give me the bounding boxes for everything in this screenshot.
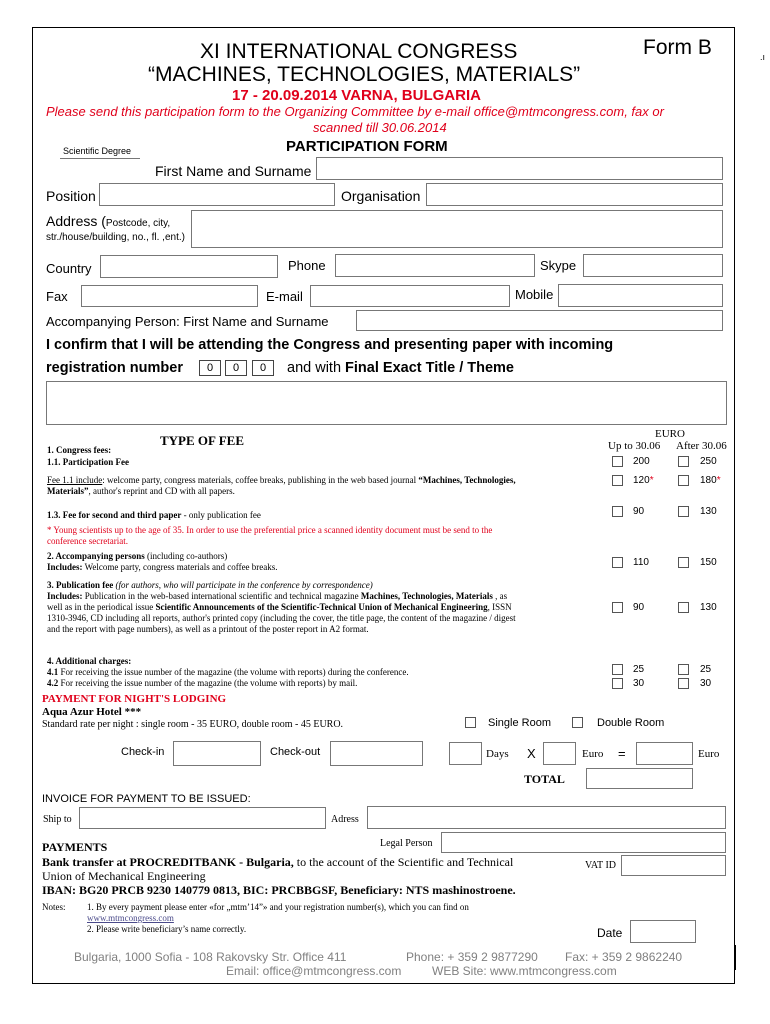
mobile-input[interactable] <box>558 284 723 307</box>
publication-late-checkbox[interactable] <box>678 602 689 613</box>
accompanying-late: 150 <box>700 557 717 568</box>
days-input[interactable] <box>449 742 482 765</box>
add42-late: 30 <box>700 678 712 689</box>
accompanying-early: 110 <box>633 557 649 568</box>
stray-mark: .ı <box>760 52 766 62</box>
publication-late: 130 <box>700 602 717 613</box>
instruction-line-1: Please send this participation form to the Organizing Committee by e-mail office@mtmcongress.com, fax or <box>46 104 664 119</box>
multiply-sign: X <box>527 746 536 761</box>
accompanying-late-checkbox[interactable] <box>678 557 689 568</box>
notes-label: Notes: <box>42 902 66 912</box>
fax-label: Fax <box>46 289 68 304</box>
congress-fees-label: 1. Congress fees: <box>47 445 112 455</box>
registration-label: registration number <box>46 360 183 376</box>
euro-label-2: Euro <box>698 748 720 760</box>
skype-input[interactable] <box>583 254 723 277</box>
young-fee-early: 120* <box>633 475 654 486</box>
add41-early: 25 <box>633 664 645 675</box>
second-paper-late: 130 <box>700 506 717 517</box>
congress-subtitle: “MACHINES, TECHNOLOGIES, MATERIALS” <box>148 63 581 86</box>
hotel-rate: Standard rate per night : single room - 35 EURO, double room - 45 EURO. <box>42 719 344 730</box>
days-label: Days <box>486 748 509 760</box>
skype-label: Skype <box>540 258 577 273</box>
add41-late: 25 <box>700 664 712 675</box>
equals-sign: = <box>618 746 626 761</box>
fee-include-text: Fee 1.1 include: welcome party, congress materials, coffee breaks, publishing in the web based journal “Machines, Technologies, Materials”, author's reprint and CD with all papers. <box>47 475 516 496</box>
participation-fee-late: 250 <box>700 456 717 467</box>
adress-label: Adress <box>331 814 359 825</box>
ship-to-input[interactable] <box>79 807 326 829</box>
checkout-label: Check-out <box>270 746 321 758</box>
congress-title: XI INTERNATIONAL CONGRESS <box>200 40 518 63</box>
bank-line-2: Union of Mechanical Engineering <box>42 869 206 883</box>
registration-digit-3[interactable]: 0 <box>252 360 274 376</box>
country-label: Country <box>46 261 92 276</box>
fax-input[interactable] <box>81 285 258 307</box>
address-sublabel: str./house/building, no., fl. ,ent.) <box>46 232 185 243</box>
single-room-label: Single Room <box>488 717 551 729</box>
accompanying-input[interactable] <box>356 310 723 331</box>
adress-input[interactable] <box>367 806 726 829</box>
footer-phone: Phone: + 359 2 9877290 <box>406 950 538 964</box>
participation-fee-label: 1.1. Participation Fee <box>47 457 129 467</box>
second-paper-late-checkbox[interactable] <box>678 506 689 517</box>
notes-text: 1. By every payment please enter «for „mtm’14”» and your registration number(s), which you can find on www.mtmcongress.com 2. Please write beneficiary’s name correctly. <box>87 902 469 934</box>
young-note: * Young scientists up to the age of 35. In order to use the preferential price a scanned identity document must be send to the conference secretariat. <box>47 525 493 546</box>
payments-title: PAYMENTS <box>42 840 108 854</box>
hotel-name: Aqua Azur Hotel *** <box>42 706 142 718</box>
euro-heading: EURO <box>655 428 685 440</box>
address-input[interactable] <box>191 210 723 248</box>
first-name-input[interactable] <box>316 157 723 180</box>
form-label: Form B <box>643 36 712 59</box>
form-title: PARTICIPATION FORM <box>286 138 448 155</box>
lodging-title: PAYMENT FOR NIGHT'S LODGING <box>42 693 227 705</box>
add42-late-checkbox[interactable] <box>678 678 689 689</box>
participation-fee-late-checkbox[interactable] <box>678 456 689 467</box>
additional-charges-text: 4. Additional charges: 4.1 For receiving the issue number of the magazine (the volume with reports) during the conference. 4.2 For receiving the issue number of the magazine (the volume with reports) by mail. <box>47 656 409 688</box>
publication-early-checkbox[interactable] <box>612 602 623 613</box>
congress-dates: 17 - 20.09.2014 VARNA, BULGARIA <box>232 87 481 104</box>
young-fee-early-checkbox[interactable] <box>612 475 623 486</box>
total-input[interactable] <box>586 768 693 789</box>
checkin-label: Check-in <box>121 746 165 758</box>
title-label: and with Final Exact Title / Theme <box>287 360 514 376</box>
vat-id-label: VAT ID <box>585 860 617 871</box>
organisation-input[interactable] <box>426 183 723 206</box>
position-label: Position <box>46 188 96 204</box>
add42-early-checkbox[interactable] <box>612 678 623 689</box>
footer-fax: Fax: + 359 2 9862240 <box>565 950 683 964</box>
total-label: TOTAL <box>524 772 565 786</box>
col-after: After 30.06 <box>676 440 727 452</box>
paper-title-input[interactable] <box>46 381 727 425</box>
participation-fee-early: 200 <box>633 456 650 467</box>
second-paper-early-checkbox[interactable] <box>612 506 623 517</box>
checkout-input[interactable] <box>330 741 423 766</box>
second-paper-early: 90 <box>633 506 645 517</box>
euro-label-1: Euro <box>582 748 604 760</box>
mobile-label: Mobile <box>515 287 554 302</box>
accompanying-early-checkbox[interactable] <box>612 557 623 568</box>
footer-address: Bulgaria, 1000 Sofia - 108 Rakovsky Str. Office 411 <box>74 950 347 964</box>
iban-line: IBAN: BG20 PRCB 9230 140779 0813, BIC: PRCBBGSF, Beneficiary: NTS mashinostroene. <box>42 883 516 897</box>
ship-to-label: Ship to <box>43 814 72 825</box>
accompanying-label: Accompanying Person: First Name and Surname <box>46 314 329 329</box>
double-room-label: Double Room <box>597 717 665 729</box>
instruction-line-2: scanned till 30.06.2014 <box>313 120 447 135</box>
add41-early-checkbox[interactable] <box>612 664 623 675</box>
add41-late-checkbox[interactable] <box>678 664 689 675</box>
phone-input[interactable] <box>335 254 535 277</box>
accompanying-fee-text: 2. Accompanying persons (including co-authors) Includes: Welcome party, congress materials and coffee breaks. <box>47 551 278 572</box>
invoice-title: INVOICE FOR PAYMENT TO BE ISSUED: <box>42 793 251 805</box>
second-paper-label: 1.3. Fee for second and third paper - only publication fee <box>47 510 261 520</box>
publication-fee-text: 3. Publication fee (for authors, who will participate in the conference by correspondence) Includes: Publication in the web-based international scientific and technical magazine Machines, Technologies, Materials , as well as in the periodical issue Scientific Announcements of the Scientific-Technical Union of Mechanical Engineering, ISSN 1310-3946, CD including all reports, author's printed copy (including the cover, the title page, the content of the magazine / digest and the report with page numbers), as well as a printout of the poster report in A2 format. <box>47 580 516 634</box>
registration-digit-1[interactable]: 0 <box>199 360 221 376</box>
organisation-label: Organisation <box>341 188 421 204</box>
young-fee-late-checkbox[interactable] <box>678 475 689 486</box>
country-input[interactable] <box>100 255 278 278</box>
footer-web: WEB Site: www.mtmcongress.com <box>432 964 617 978</box>
single-room-checkbox[interactable] <box>465 717 476 728</box>
double-room-checkbox[interactable] <box>572 717 583 728</box>
young-fee-late: 180* <box>700 475 721 486</box>
website-link[interactable]: www.mtmcongress.com <box>87 913 174 923</box>
participation-fee-early-checkbox[interactable] <box>612 456 623 467</box>
email-input[interactable] <box>310 285 510 307</box>
publication-early: 90 <box>633 602 645 613</box>
date-input[interactable] <box>630 920 696 943</box>
scientific-degree-label: Scientific Degree <box>63 146 132 156</box>
email-label: E-mail <box>266 289 303 304</box>
vat-id-input[interactable] <box>621 855 726 876</box>
legal-person-input[interactable] <box>441 832 726 853</box>
address-label: Address (Postcode, city, <box>46 213 171 229</box>
footer-email: Email: office@mtmcongress.com <box>226 964 402 978</box>
lodging-sum-input[interactable] <box>636 742 693 765</box>
col-up-to: Up to 30.06 <box>608 440 661 452</box>
scientific-degree-field[interactable] <box>60 158 140 159</box>
type-of-fee-heading: TYPE OF FEE <box>160 433 245 448</box>
confirm-line-1: I confirm that I will be attending the Congress and presenting paper with incoming <box>46 337 614 353</box>
margin-line <box>734 945 736 970</box>
add42-early: 30 <box>633 678 645 689</box>
legal-person-label: Legal Person <box>380 838 433 849</box>
date-label: Date <box>597 926 623 940</box>
bank-line: Bank transfer at PROCREDITBANK - Bulgaria, to the account of the Scientific and Technical <box>42 855 514 869</box>
position-input[interactable] <box>99 183 335 206</box>
phone-label: Phone <box>288 258 326 273</box>
price-input[interactable] <box>543 742 576 765</box>
first-name-label: First Name and Surname <box>155 163 312 179</box>
registration-digit-2[interactable]: 0 <box>225 360 247 376</box>
checkin-input[interactable] <box>173 741 261 766</box>
